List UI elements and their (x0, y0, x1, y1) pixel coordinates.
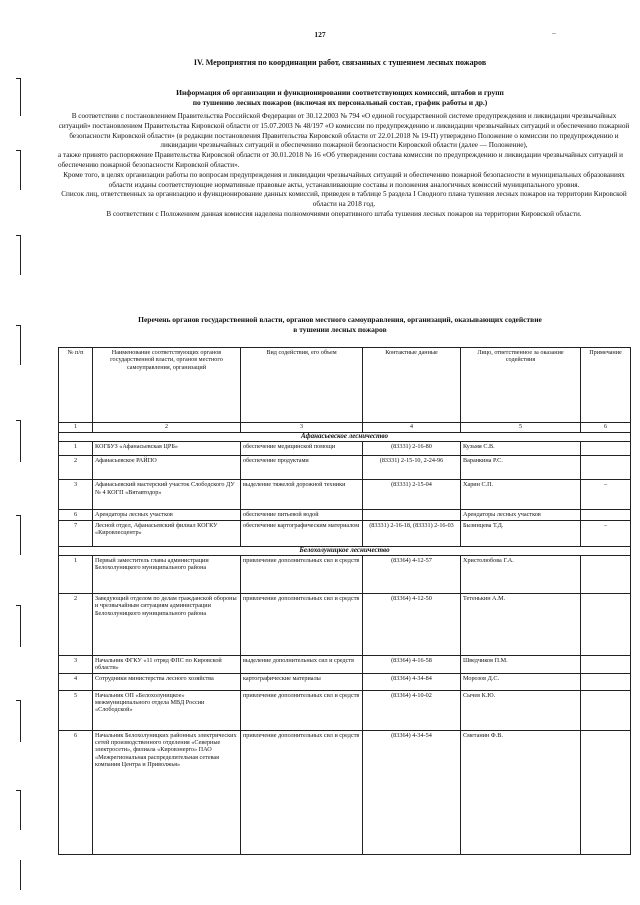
scan-edge-mark (20, 235, 21, 275)
assistance-cell: выделение тяжелой дорожной техники (241, 480, 363, 510)
assistance-cell: привлечение дополнительных сил и средств (241, 555, 363, 593)
paragraph: В соответствии с Положением данная комиссия наделена полномочиями оперативного штаба тушения лесных пожаров на территории Кировской области. (106, 209, 582, 218)
info-title (60, 88, 620, 107)
contact-cell: (83331) 2-15-10, 2-24-96 (363, 456, 461, 480)
responsible-cell: Варанкина Р.С. (461, 456, 581, 480)
responsible-cell: Арендаторы лесных участков (461, 510, 581, 520)
column-number: 6 (581, 423, 631, 433)
organization-cell: Начальник ОП «Белохолуницкое» межмуниципального отдела МВД России «Слободской» (93, 690, 241, 730)
contact-cell: (83331) 2-15-04 (363, 480, 461, 510)
responsible-cell: Христолюбова Г.А. (461, 555, 581, 593)
organization-cell: Начальник Белохолуницких районных электрических сетей производственного отделения «Северные электросети», филиала «Кировэнерго» ПАО «Межрегиональная распределительная сетевая компания Центра и Приволжья» (93, 730, 241, 854)
scan-edge-mark (16, 790, 21, 791)
row-number: 4 (59, 673, 93, 690)
info-title-line: по тушению лесных пожаров (включая их персональный состав, график работы и др.) (192, 97, 488, 107)
scan-edge-mark (16, 700, 21, 701)
assistance-cell: картографические материалы (241, 673, 363, 690)
row-number: 6 (59, 510, 93, 520)
note-cell (581, 442, 631, 456)
row-number: 3 (59, 480, 93, 510)
column-header: № п/п (59, 348, 93, 423)
contact-cell: (83331) 2-16-80 (363, 442, 461, 456)
organization-cell: Начальник ФГКУ «11 отряд ФПС по Кировской области» (93, 655, 241, 673)
group-row (59, 546, 631, 555)
corner-mark: – (552, 28, 556, 37)
row-number: 6 (59, 730, 93, 854)
paragraph: Список лиц, ответственных за организацию и функционирование данных комиссий, приведен в таблице 5 раздела I Сводного плана тушения лесных пожаров на территории Кировской области на 2018 год. (61, 190, 627, 209)
responsible-cell: Тетенькин А.М. (461, 593, 581, 655)
organization-cell: Первый заместитель главы администрации Белохолуницкого муниципального района (93, 555, 241, 593)
assistance-cell: обеспечение картографическим материалом (241, 520, 363, 546)
contact-cell: (83364) 4-12-57 (363, 555, 461, 593)
note-cell (581, 655, 631, 673)
scan-edge-mark (20, 790, 21, 830)
info-title-line: Информация об организации и функционировании соответствующих комиссий, штабов и групп (176, 88, 504, 97)
scan-edge-mark (16, 150, 21, 151)
scan-edge-mark (20, 78, 21, 116)
column-number: 4 (363, 423, 461, 433)
organization-cell: Афанасьевское РАЙПО (93, 456, 241, 480)
note-cell (581, 690, 631, 730)
scan-edge-mark (20, 515, 21, 555)
paragraph: Кроме того, в целях организации работы по вопросам предупреждения и ликвидации чрезвычайных ситуаций и обеспечению пожарной безопасности в муниципальных образованиях области изданы соответствующие нормативные правовые акты, устанавливающие составы и положения аналогичных комиссий муниципального уровня. (63, 170, 625, 189)
body-text (58, 112, 630, 220)
assistance-cell: обеспечение питьевой водой (241, 510, 363, 520)
column-number: 5 (461, 423, 581, 433)
contact-cell (363, 510, 461, 520)
table-row (59, 510, 631, 520)
assistance-table (58, 347, 631, 855)
organization-cell: Арендаторы лесных участков (93, 510, 241, 520)
note-cell (581, 593, 631, 655)
note-cell (581, 510, 631, 520)
list-title (60, 315, 620, 334)
scan-edge-mark (20, 150, 21, 190)
scan-edge-mark (16, 420, 21, 421)
organization-cell: Лесной отдел, Афанасьевский филиал КОГКУ «Кировлесцентр» (93, 520, 241, 546)
table-row (59, 673, 631, 690)
page-number: 127 (314, 30, 326, 39)
column-header: Наименование соответствующих органов государственной власти, органов местного самоуправления, организаций (93, 348, 241, 423)
contact-cell: (83331) 2-16-18, (83331) 2-16-03 (363, 520, 461, 546)
group-row (59, 433, 631, 442)
contact-cell: (83364) 4-34-84 (363, 673, 461, 690)
assistance-cell: привлечение дополнительных сил и средств (241, 690, 363, 730)
scan-edge-mark (16, 515, 21, 516)
table-row (59, 520, 631, 546)
row-number: 3 (59, 655, 93, 673)
column-header: Лицо, ответственное за оказание содействия (461, 348, 581, 423)
assistance-cell: выделение дополнительных сил и средств (241, 655, 363, 673)
table-row (59, 593, 631, 655)
group-name: Афанасьевское лесничество (59, 433, 631, 442)
scan-edge-mark (20, 860, 21, 890)
table-row (59, 442, 631, 456)
scan-edge-mark (16, 235, 21, 236)
responsible-cell: Морозов Д.С. (461, 673, 581, 690)
note-cell: – (581, 520, 631, 546)
scan-edge-mark (16, 78, 21, 79)
assistance-cell: привлечение дополнительных сил и средств (241, 730, 363, 854)
scan-edge-mark (16, 325, 21, 326)
table-row (59, 690, 631, 730)
responsible-cell: Кузьмя С.В. (461, 442, 581, 456)
table-row (59, 730, 631, 854)
list-title-line: в тушении лесных пожаров (293, 324, 387, 334)
responsible-cell: Сычев К.Ю. (461, 690, 581, 730)
organization-cell: КОГБУЗ «Афанасьевская ЦРБ» (93, 442, 241, 456)
organization-cell: Афанасьевский мастерский участок Слободского ДУ № 4 КОГП «Вятавтодор» (93, 480, 241, 510)
paragraph: а также принято распоряжение Правительства Кировской области от 30.01.2018 № 16 «Об утверждении состава комиссии по предупреждению и ликвидации чрезвычайных ситуаций и обеспечению пожарной безопасности Кировской области». (58, 151, 623, 169)
column-number: 2 (93, 423, 241, 433)
row-number: 1 (59, 555, 93, 593)
assistance-cell: обеспечение продуктами (241, 456, 363, 480)
column-header: Вид содействия, его объем (241, 348, 363, 423)
table-row (59, 456, 631, 480)
note-cell (581, 730, 631, 854)
assistance-cell: обеспечение медицинской помощи (241, 442, 363, 456)
scan-edge-mark (16, 605, 21, 606)
scan-edge-mark (20, 420, 21, 462)
group-name: Белохолуницкое лесничество (59, 546, 631, 555)
row-number: 5 (59, 690, 93, 730)
column-number: 3 (241, 423, 363, 433)
note-cell: – (581, 480, 631, 510)
column-number-row (59, 423, 631, 433)
scan-edge-mark (20, 700, 21, 742)
column-header: Примечание (581, 348, 631, 423)
column-number: 1 (59, 423, 93, 433)
table-row (59, 555, 631, 593)
row-number: 1 (59, 442, 93, 456)
scan-edge-mark (20, 325, 21, 365)
responsible-cell: Шведчиков П.М. (461, 655, 581, 673)
note-cell (581, 456, 631, 480)
table-header-row (59, 348, 631, 423)
row-number: 7 (59, 520, 93, 546)
note-cell (581, 673, 631, 690)
organization-cell: Сотрудники министерства лесного хозяйства (93, 673, 241, 690)
assistance-cell: привлечение дополнительных сил и средств (241, 593, 363, 655)
row-number: 2 (59, 456, 93, 480)
paragraph: В соответствии с постановлением Правительства Российской Федерации от 30.12.2003 № 794 «О единой государственной системе предупреждения и ликвидации чрезвычайных ситуаций» постановлением Правительства Кировской области от 15.07.2003 № 48/197 «О комиссии по предупреждению и ликвидации чрезвычайных ситуаций и обеспечению пожарной безопасности Кировской области» (в редакции постановления Правительства Кировской области от 22.01.2018 № 19-П) утверждено Положение о комиссии по предупреждению и ликвидации чрезвычайных ситуаций и обеспечению пожарной безопасности Кировской области (далее — Положение), (58, 112, 630, 150)
contact-cell: (83364) 4-12-50 (363, 593, 461, 655)
table-row (59, 480, 631, 510)
row-number: 2 (59, 593, 93, 655)
responsible-cell: Сметанин Ф.В. (461, 730, 581, 854)
note-cell (581, 555, 631, 593)
responsible-cell: Бызинцева Т.Д. (461, 520, 581, 546)
organization-cell: Заведующий отделом по делам гражданской обороны и чрезвычайным ситуациям администрации Белохолуницкого муниципального района (93, 593, 241, 655)
list-title-line: Перечень органов государственной власти, органов местного самоуправления, организаций, оказывающих содействие (138, 315, 542, 324)
section-title: IV. Мероприятия по координации работ, связанных с тушением лесных пожаров (193, 58, 487, 67)
contact-cell: (83364) 4-16-58 (363, 655, 461, 673)
contact-cell: (83364) 4-34-54 (363, 730, 461, 854)
scan-edge-mark (20, 605, 21, 647)
contact-cell: (83364) 4-10-02 (363, 690, 461, 730)
responsible-cell: Харин С.П. (461, 480, 581, 510)
column-header: Контактные данные (363, 348, 461, 423)
table-row (59, 655, 631, 673)
